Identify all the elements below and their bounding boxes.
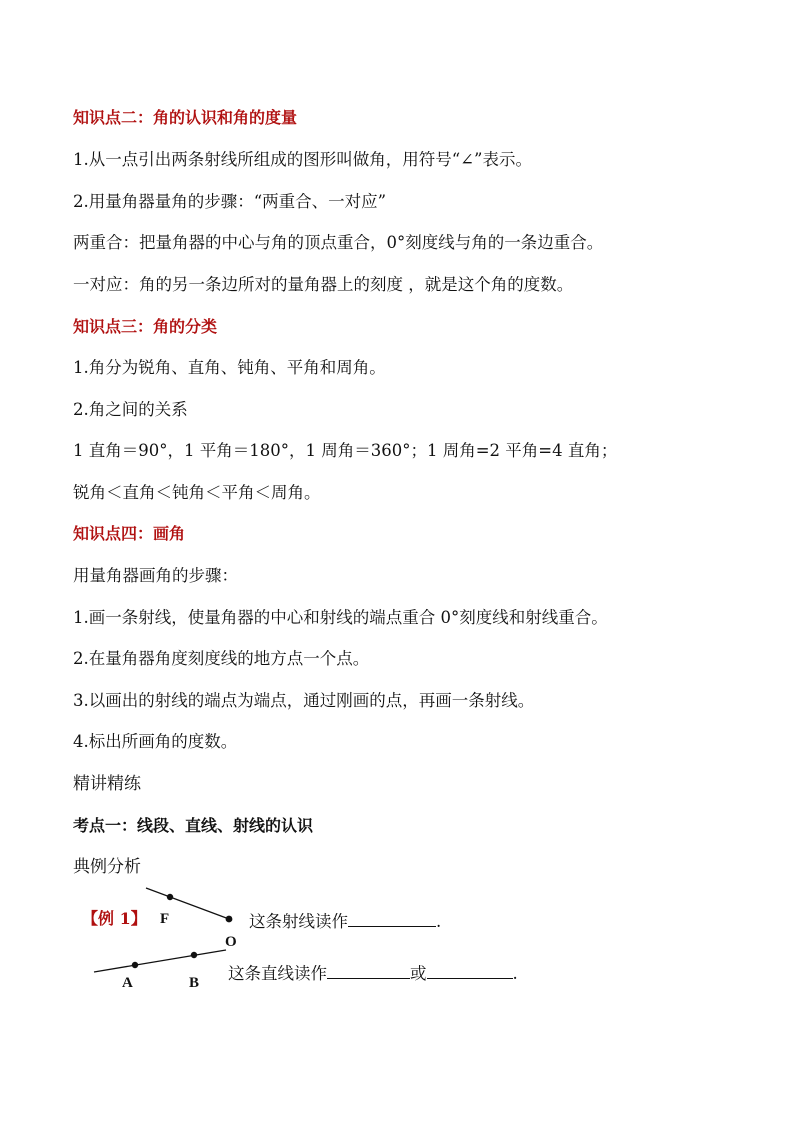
example-tag: 【例 1】 (82, 909, 147, 928)
point-b (191, 952, 197, 958)
line-ab (94, 950, 226, 972)
text-line: 1.从一点引出两条射线所组成的图形叫做角，用符号“∠”表示。 (73, 150, 532, 169)
text-line: 两重合：把量角器的中心与角的顶点重合，0°刻度线与角的一条边重合。 (73, 233, 604, 252)
label-f: F (160, 911, 170, 927)
ray-question-text: 这条射线读作 (249, 912, 348, 931)
point-o (226, 916, 233, 923)
section-heading-2: 知识点二：角的认识和角的度量 (73, 108, 298, 127)
ray-question-end: . (436, 912, 442, 931)
text-line: 2.角之间的关系 (73, 400, 188, 419)
ray-fo (146, 888, 229, 919)
line-question (228, 960, 518, 984)
label-o: O (225, 934, 237, 950)
label-a: A (122, 975, 133, 991)
line-question-end: . (512, 964, 518, 983)
section-heading-3: 知识点三：角的分类 (73, 317, 218, 336)
exam-point-title: 考点一：线段、直线、射线的认识 (73, 816, 314, 835)
answer-blank[interactable] (348, 912, 436, 927)
text-line: 2.在量角器角度刻度线的地方点一个点。 (73, 649, 370, 668)
point-a (132, 962, 138, 968)
text-line: 用量角器画角的步骤： (73, 566, 238, 585)
text-line: 2.用量角器量角的步骤：“两重合、一对应” (73, 192, 387, 211)
text-line: 一对应：角的另一条边所对的量角器上的刻度 ，就是这个角的度数。 (73, 275, 574, 294)
label-b: B (189, 975, 200, 991)
text-line: 锐角＜直角＜钝角＜平角＜周角。 (73, 483, 321, 502)
answer-blank[interactable] (327, 964, 410, 979)
text-line: 1.画一条射线，使量角器的中心和射线的端点重合 0°刻度线和射线重合。 (73, 608, 608, 627)
text-line: 4.标出所画角的度数。 (73, 732, 238, 751)
text-line: 1.角分为锐角、直角、钝角、平角和周角。 (73, 358, 386, 377)
line-question-text: 这条直线读作 (228, 964, 327, 983)
subsection-title: 精讲精练 (73, 774, 141, 794)
line-question-or: 或 (410, 964, 427, 983)
text-line: 1 直角＝90°，1 平角＝180°，1 周角＝360°；1 周角=2 平角=4 直角； (73, 441, 618, 460)
section-heading-4: 知识点四：画角 (73, 524, 186, 543)
text-line: 3.以画出的射线的端点为端点，通过刚画的点，再画一条射线。 (73, 691, 535, 710)
subsection-title: 典例分析 (73, 857, 141, 877)
ray-question (249, 908, 441, 932)
answer-blank[interactable] (427, 964, 513, 979)
point-f (167, 894, 173, 900)
